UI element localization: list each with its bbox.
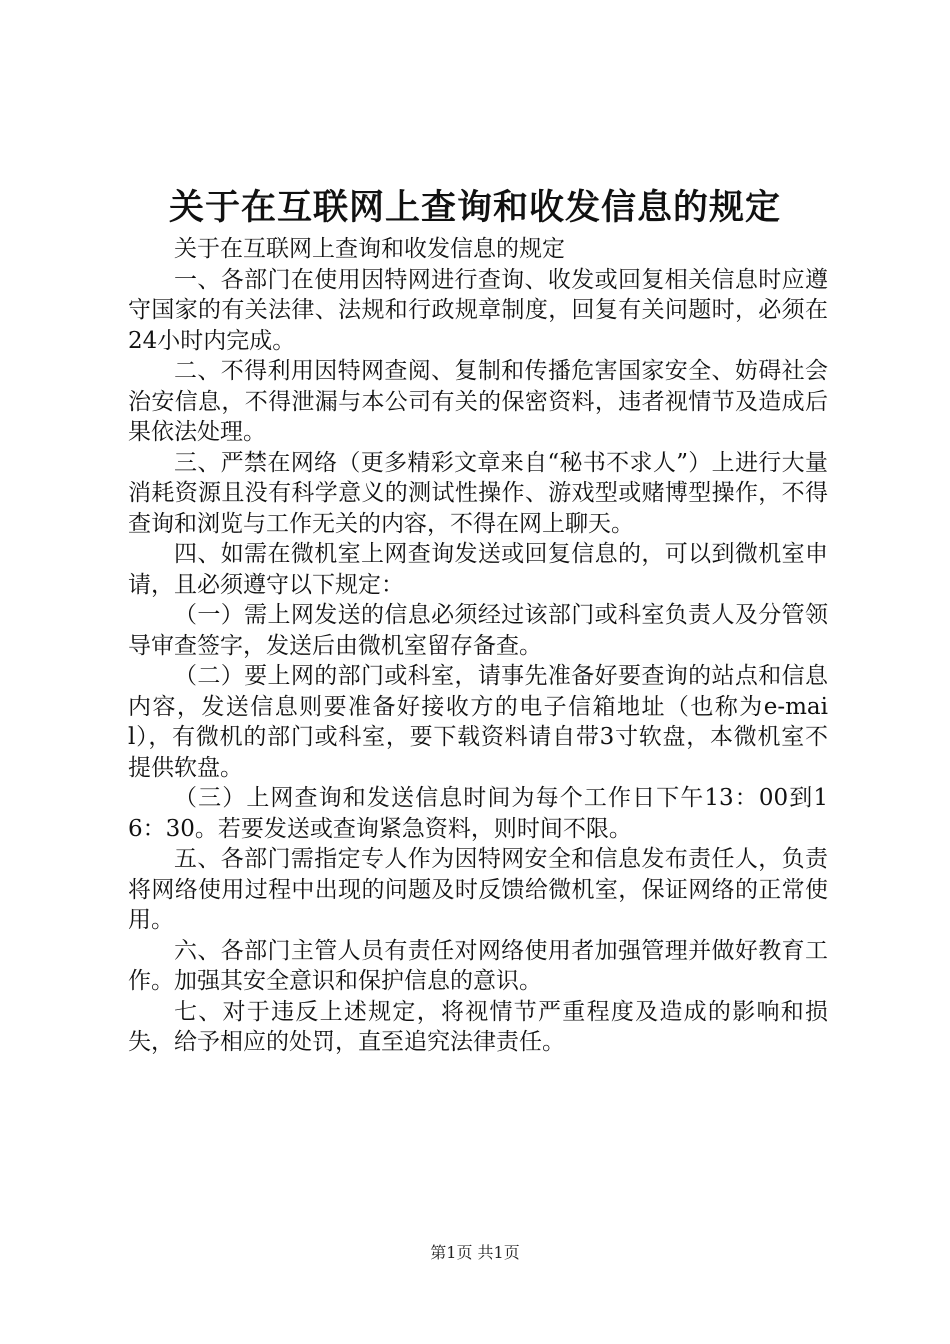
paragraph-rule-7: 七、对于违反上述规定，将视情节严重程度及造成的影响和损失，给予相应的处罚，直至追究法律责任。 [128, 998, 828, 1055]
paragraph-rule-4-sub-2: （二）要上网的部门或科室，请事先准备好要查询的站点和信息内容，发送信息则要准备好接收方的电子信箱地址（也称为e-mail），有微机的部门或科室，要下载资料请自带3寸软盘，本微机室不提供软盘。 [128, 663, 828, 781]
paragraph-rule-6: 六、各部门主管人员有责任对网络使用者加强管理并做好教育工作。加强其安全意识和保护信息的意识。 [128, 937, 828, 994]
paragraph-rule-2: 二、不得利用因特网查阅、复制和传播危害国家安全、妨碍社会治安信息，不得泄漏与本公司有关的保密资料，违者视情节及造成后果依法处理。 [128, 358, 828, 445]
paragraph-rule-4: 四、如需在微机室上网查询发送或回复信息的，可以到微机室申请，且必须遵守以下规定： [128, 541, 828, 598]
paragraph-subtitle: 关于在互联网上查询和收发信息的规定 [174, 236, 565, 262]
paragraph-rule-1: 一、各部门在使用因特网进行查询、收发或回复相关信息时应遵守国家的有关法律、法规和行政规章制度，回复有关问题时，必须在24小时内完成。 [128, 266, 828, 354]
paragraph-rule-5: 五、各部门需指定专人作为因特网安全和信息发布责任人，负责将网络使用过程中出现的问题及时反馈给微机室，保证网络的正常使用。 [128, 846, 828, 933]
document-body [128, 234, 828, 1058]
page-number: 第1页 [430, 1243, 473, 1262]
page-total: 共1页 [477, 1243, 520, 1262]
paragraph-rule-3: 三、严禁在网络（更多精彩文章来自“秘书不求人”）上进行大量消耗资源且没有科学意义的测试性操作、游戏型或赌博型操作，不得查询和浏览与工作无关的内容，不得在网上聊天。 [128, 449, 828, 537]
page-footer [0, 1242, 950, 1264]
paragraph-rule-4-sub-1: （一）需上网发送的信息必须经过该部门或科室负责人及分管领导审查签字，发送后由微机室留存备查。 [128, 602, 828, 659]
paragraph-rule-4-sub-3: （三）上网查询和发送信息时间为每个工作日下午13：00到16：30。若要发送或查询紧急资料，则时间不限。 [128, 785, 828, 842]
document-title: 关于在互联网上查询和收发信息的规定 [168, 187, 781, 228]
